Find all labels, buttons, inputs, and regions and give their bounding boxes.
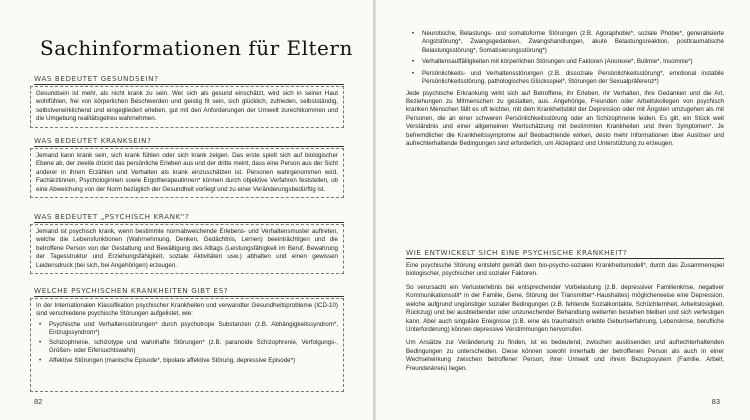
list-item: • Verhaltensauffälligkeiten mit körperlichen Störungen und Faktoren (Anorexie*, Bulimie*, Insomnie*): [406, 58, 724, 66]
right-page: [376, 0, 750, 420]
section-text: In der Internationalen Klassifikation psychischer Krankheiten und verwandter Gesundheitsprobleme (ICD-10) sind verschiedene psychische Störungen aufgelistet, wie:: [36, 302, 338, 318]
paragraph: Eine psychische Störung entsteht gemäß dem bio-psycho-sozialen Krankheitsmodell*, durch das Zusammenspiel biologischer, psychischer und sozialer Faktoren.: [406, 262, 724, 278]
section-heading-krankheiten: WELCHE PSYCHISCHEN KRANKHEITEN GIBT ES?: [34, 286, 344, 297]
section-text: Jemand kann krank sein, sich krank fühlen oder sich krank zeigen. Das erste spielt sich auf biologischer Ebene ab, der zweite drückt das persönliche Erleben aus und der dritte meint, dass eine Person aus der Sicht anderer in ihrem Erzählen und Verhalten als krank einzuschätzen ist. Personen wahrgenommen wird. Fachärztinnen, Psychologinnen sowie Ergotherapeutinnen* können durch objektive Verfahren feststellen, ob eine Abweichung von der Norm bezüglich der Gesundheit vorliegt und zu einer Veränderungsbedürftig ist.: [36, 152, 338, 193]
list-item: • Affektive Störungen (manische Episode*, bipolare affektive Störung, depressive Episode*): [36, 357, 338, 365]
section-text: Gesundsein ist mehr, als nicht krank zu sein. Wer sich als gesund einschätzt, wird sich in seiner Haut wohlfühlen, frei von körperlichen Beschwerden und geistig fit sein, sich glücklich, zufrieden, selbstständig, selbstverwirklichend und eingegliedert erleben, gut mit den Anforderungen der Umwelt zurechtkommen und die Umgebung realitätsgetreu wahrnehmen.: [36, 90, 338, 123]
list-item: • Persönlichkeits- und Verhaltensstörungen (z.B. dissoziale Persönlichkeitsstörung*, emotional instabile Persönlichkeitsstörung, pathologisches Glücksspiel*, Störungen der Sexualpräferenz*): [406, 70, 724, 87]
disorder-list-continued: [406, 30, 724, 87]
section-text: Jemand ist psychisch krank, wenn bestimmte normabweichende Erlebens- und Verhaltensmuster auftreten, welche die Lebensfunktionen (Wahrnehmung, Denken, Gedächtnis, Lernen) beeinträchtigen und die betroffene Person von der Gestaltung und Bewältigung des Alltags (Leistungsfähigkeit im Beruf, Bewahrung der Tagesstruktur und Erziehungsfähigkeit, soziale Aktivitäten usw.) abhalten und einen gewissen Leidensdruck (bei sich, bei Angehörigen) erzeugen.: [36, 228, 338, 269]
page-title: Sachinformationen für Eltern: [40, 36, 353, 60]
paragraph: So verursacht ein Verlusterlebnis bei entsprechender Vorbelastung (z.B. depressiver Familienkrise, negativer Kommunikationsstil* in der Familie, Gene, Störung der Transmitter*-Haushaltes) möglicherweise eine Depression, welche aufgrund ungünstiger sozialer Bedingungen (z.B. fehlende Sozialkontakte, Schüchternheit, Arbeitslosigkeit, Rückzug) und bei ausbleibender oder unzureichender Behandlung weiterhin bestehen bleiben und sich verfestigen kann. Aber auch singuläre Ereignisse (z.B. eine als traumatisch erlebte Geburtserfahrung, Lebenskrise, berufliche Unterforderung) können depressive Verstimmungen hervorrufen.: [406, 283, 724, 333]
left-page: [0, 0, 374, 420]
list-item: • Neurotische, Belastungs- und somatoforme Störungen (z.B. Agoraphobie*, soziale Phobie*, generalisierte Angststörung*, Zwangsgedanken, Zwangshandlungen, akute Belastungsreaktion, posttraumatische Belastungsstörung*, Somatisierungsstörung*): [406, 30, 724, 55]
section-box-krankheiten: [30, 298, 344, 392]
section-box-psychisch-krank: [30, 224, 344, 274]
page-number: 83: [711, 397, 720, 406]
section-heading-entwicklung: WIE ENTWICKELT SICH EINE PSYCHISCHE KRANKHEIT?: [406, 248, 724, 259]
section-heading-kranksein: WAS BEDEUTET KRANKSEIN?: [34, 136, 344, 147]
disorder-list: [36, 321, 338, 365]
list-item: • Schizophrenie, schizotype und wahnhafte Störungen* (z.B. paranoide Schizophrenie, Verfolgungs-, Größen- oder Eifersuchtswahn): [36, 339, 338, 356]
paragraph: Um Ansätze zur Veränderung zu finden, ist es bedeutend, zwischen auslösenden und aufrechterhaltenden Bedingungen zu unterscheiden. Diese können sowohl innerhalb der betroffenen Person als auch in einer Wechselwirkung zwischen betroffener Person, ihrer Umwelt und ihrem Bezugssystem (Familie, Arbeit, Freundeskreis) liegen.: [406, 339, 724, 372]
continued-list-block: [406, 30, 724, 153]
paragraph: Jede psychische Erkrankung wirkt sich auf Betroffene, ihr Erleben, ihr Verhalten, ihre Gedanken und die Art, Beziehungen zu Mitmenschen zu gestalten, aus. Angehörige, Freunden oder Arbeitskollegen von psychisch kranken Menschen fällt es oft leichter, mit dem Krankheitsbild der Depression oder mit Ängsten umzugehen als mit Personen, die an einer schweren Persönlichkeitsstörung oder an Schizophrenie leiden. Es gilt, ein Stück weit Verständnis und einer allgemeinen Wertschätzung mit bestimmten Krankheiten und ihren Symptomen*. Je befremdlicher die Krankheitssymptome auf Beobachtende wirken, desto mehr Informationen über Auslöser und aufrechterhaltende Bedingungen sind erforderlich, um Akzeptanz und Unterstützung zu erzeugen.: [406, 89, 724, 148]
section-box-gesundsein: [30, 86, 344, 128]
list-item: • Psychische und Verhaltensstörungen* durch psychotrope Substanzen (z.B. Abhängigkeitssyndrom*, Entzugssyndrom*): [36, 321, 338, 338]
page-number: 82: [34, 397, 43, 406]
section-heading-gesundsein: WAS BEDEUTET GESUNDSEIN?: [34, 74, 344, 85]
entwicklung-block: [406, 262, 724, 378]
section-box-kranksein: [30, 148, 344, 198]
section-heading-psychisch-krank: WAS BEDEUTET „PSYCHISCH KRANK“?: [34, 212, 344, 223]
